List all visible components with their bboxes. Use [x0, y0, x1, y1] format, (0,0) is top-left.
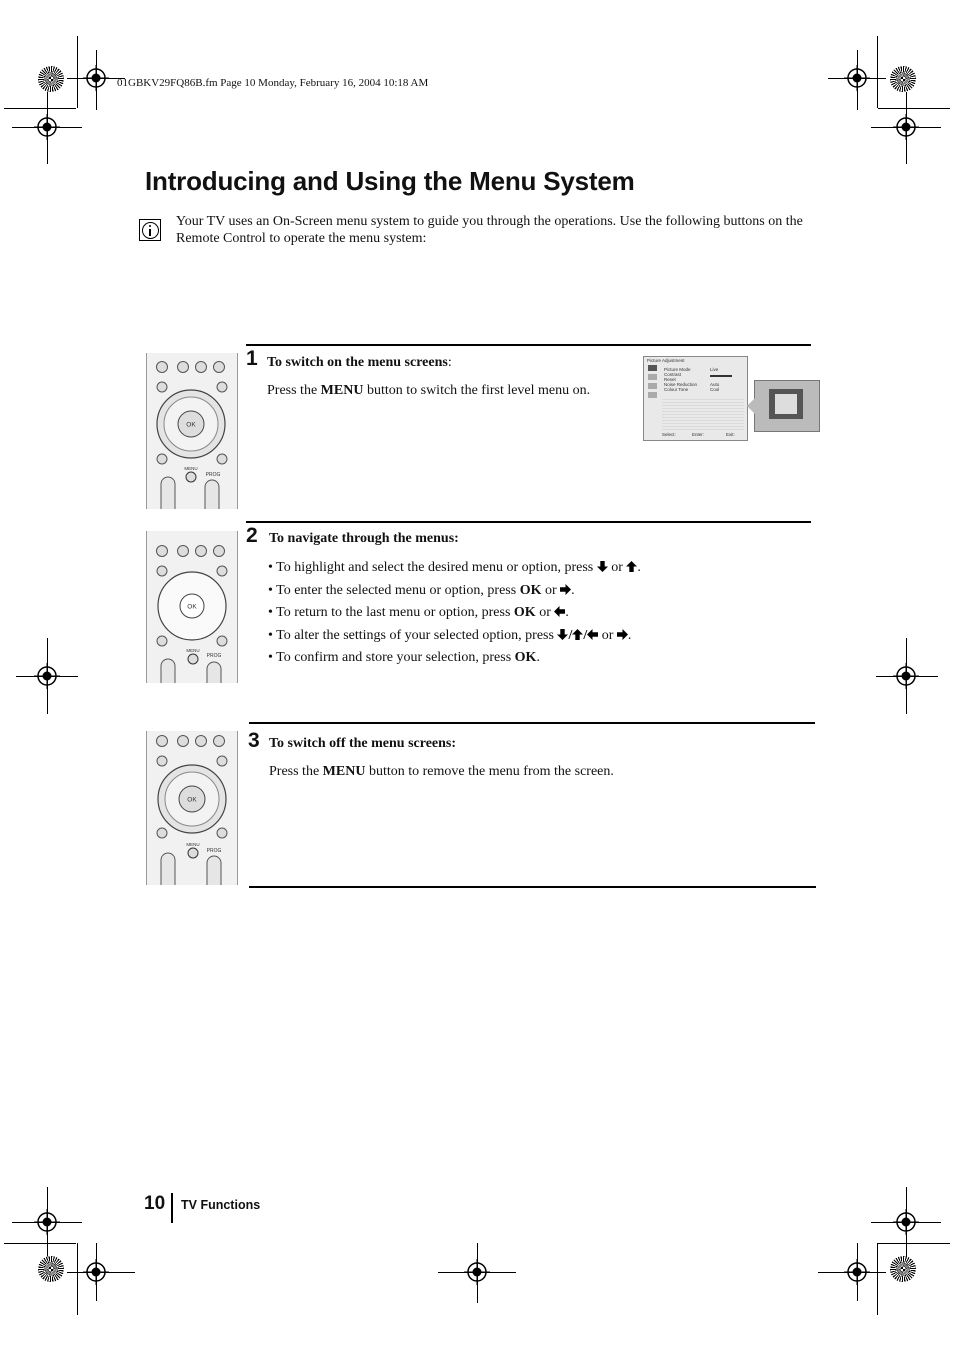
list-item: • To enter the selected menu or option, press OK or .	[268, 582, 575, 598]
step-3-heading: To switch off the menu screens:	[269, 736, 457, 751]
step-3-number: 3	[248, 729, 260, 752]
step-1-body: Press the MENU button to switch the first level menu on.	[267, 383, 591, 398]
registration-target-icon	[893, 1209, 919, 1235]
page-title: Introducing and Using the Menu System	[145, 166, 635, 196]
intro-paragraph: Your TV uses an On-Screen menu system to guide you through the operations. Use the following buttons on the Remote Control to operate the menu system:	[176, 214, 803, 246]
ok-button-label: OK	[186, 421, 196, 429]
list-item: • To alter the settings of your selected option, press / / or .	[268, 627, 632, 643]
menu-button-label: MENU	[184, 466, 198, 471]
prog-label: PROG	[206, 848, 222, 854]
ok-button-label: OK	[187, 796, 197, 804]
print-header: 01GBKV29FQ86B.fm Page 10 Monday, February 16, 2004 10:18 AM	[117, 77, 429, 89]
list-item: • To return to the last menu or option, press OK or .	[268, 605, 569, 621]
arrow-up-icon	[572, 629, 583, 640]
arrow-down-icon	[557, 629, 568, 640]
arrow-right-icon	[560, 584, 571, 595]
section-name: TV Functions	[181, 1198, 261, 1212]
registration-target-icon	[83, 65, 109, 91]
registration-star-icon	[890, 66, 916, 92]
registration-target-icon	[34, 663, 60, 689]
section-end-rule	[249, 886, 816, 888]
registration-target-icon	[83, 1259, 109, 1285]
arrow-right-icon	[617, 629, 628, 640]
step-1-heading: To switch on the menu screens:	[267, 355, 452, 370]
remote-control-illustration	[146, 531, 238, 683]
registration-target-icon	[464, 1259, 490, 1285]
arrow-down-icon	[597, 561, 608, 572]
info-icon	[139, 219, 161, 241]
arrow-up-icon	[626, 561, 637, 572]
remote-control-illustration	[146, 731, 238, 885]
registration-star-icon	[890, 1256, 916, 1282]
arrow-left-icon	[587, 629, 598, 640]
step-2-heading: To navigate through the menus:	[269, 531, 459, 546]
list-item: • To highlight and select the desired menu or option, press or .	[268, 560, 641, 575]
step-1-number: 1	[246, 347, 258, 370]
ok-button-label: OK	[187, 603, 197, 611]
navigation-instructions-list	[268, 557, 641, 670]
step-2-rule	[246, 521, 811, 523]
menu-button-label: MENU	[186, 648, 200, 653]
registration-target-icon	[34, 114, 60, 140]
list-item: • To confirm and store your selection, press OK.	[268, 650, 540, 666]
prog-label: PROG	[205, 472, 221, 478]
arrow-left-icon	[554, 606, 565, 617]
registration-target-icon	[893, 114, 919, 140]
step-2-number: 2	[246, 524, 258, 547]
step-1-rule	[246, 344, 811, 346]
registration-star-icon	[38, 66, 64, 92]
registration-target-icon	[893, 663, 919, 689]
remote-control-illustration	[146, 353, 238, 509]
prog-label: PROG	[206, 653, 222, 659]
osd-picture-adjustment-menu: Picture Adjustment Picture Mode Live Contrast Reset Noise Reduction Auto Colour Tone Cool Select: Enter: Exit:	[643, 356, 748, 441]
registration-target-icon	[844, 65, 870, 91]
step-3-rule	[249, 722, 815, 724]
registration-target-icon	[34, 1209, 60, 1235]
page-number: 10	[144, 1193, 166, 1214]
footer-divider	[171, 1193, 173, 1223]
menu-button-label: MENU	[186, 842, 200, 847]
registration-star-icon	[38, 1256, 64, 1282]
tv-illustration	[754, 380, 820, 432]
step-3-body: Press the MENU button to remove the menu from the screen.	[269, 764, 614, 779]
registration-target-icon	[844, 1259, 870, 1285]
